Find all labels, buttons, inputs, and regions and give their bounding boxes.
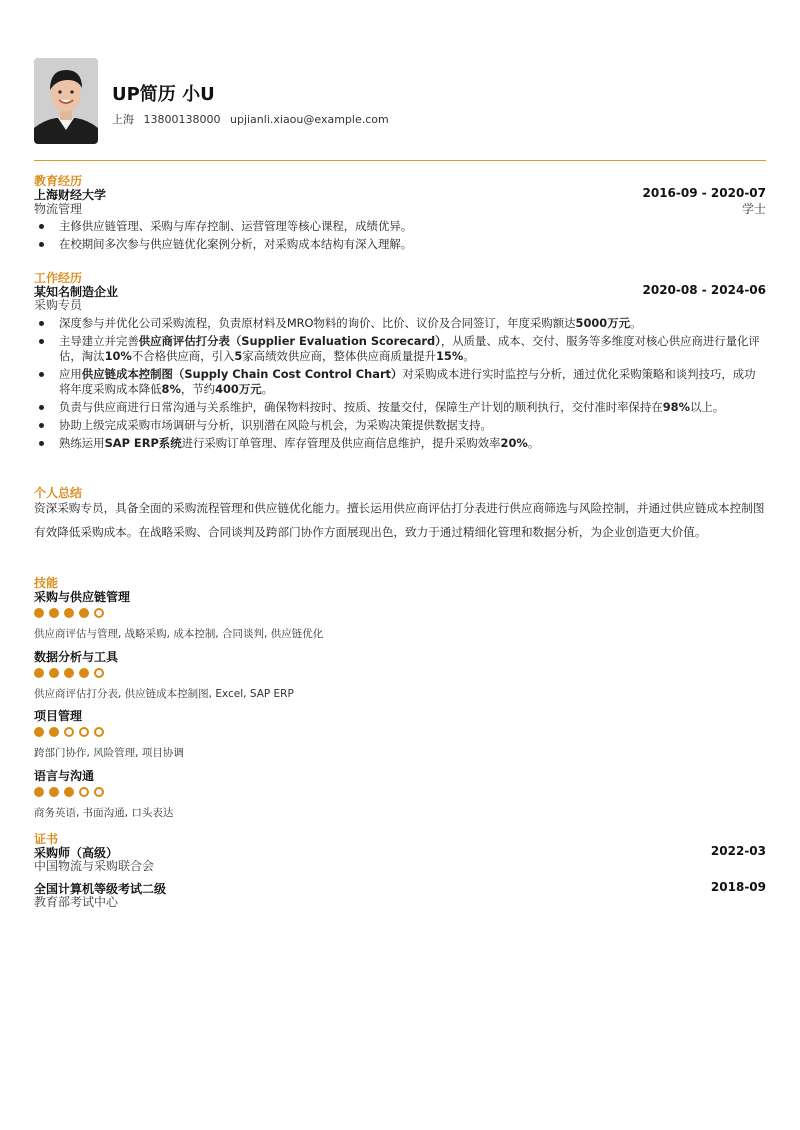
- text-segment: 不合格供应商，引入: [131, 349, 235, 363]
- avatar: [34, 58, 98, 144]
- text-segment: 深度参与并优化公司采购流程，负责原材料及MRO物料的询价、比价、议价及合同签订，年度采购额达: [59, 316, 576, 330]
- certificate-name: 采购师（高级）: [34, 846, 119, 860]
- skill-dot-filled: [49, 727, 59, 737]
- bold-text: 5000万元: [575, 316, 630, 330]
- work-section-title: 工作经历: [34, 271, 83, 285]
- candidate-name: UP简历 小U: [112, 84, 215, 105]
- skill-keywords: 供应商评估与管理, 战略采购, 成本控制, 合同谈判, 供应链优化: [34, 628, 324, 640]
- skill-dot-empty: [94, 727, 104, 737]
- text-segment: 。: [261, 382, 274, 396]
- work-role: 采购专员: [34, 298, 83, 312]
- certificates-section-title: 证书: [34, 832, 59, 846]
- skill-dot-filled: [34, 787, 44, 797]
- bold-text: 400万元: [215, 382, 262, 396]
- skill-dot-filled: [49, 608, 59, 618]
- text-segment: 应用: [59, 367, 82, 381]
- skill-keywords: 商务英语, 书面沟通, 口头表达: [34, 807, 174, 819]
- skill-dot-empty: [79, 787, 89, 797]
- skill-dot-filled: [49, 668, 59, 678]
- avatar-photo: [34, 58, 98, 144]
- skill-dot-filled: [64, 608, 74, 618]
- skill-keywords: 供应商评估打分表, 供应链成本控制图, Excel, SAP ERP: [34, 688, 294, 700]
- text-segment: 以上。: [689, 400, 725, 414]
- list-item: [34, 367, 766, 397]
- list-item: [34, 400, 766, 415]
- text-segment: 。: [463, 349, 475, 363]
- skill-dot-filled: [34, 727, 44, 737]
- text-segment: 对采购成本进行实时监控与分析，通过优化采购策略和谈判技巧，成功将年度采购成本降低: [59, 367, 756, 396]
- certificate-date: 2018-09: [710, 880, 766, 894]
- text-segment: 家高绩效供应商，整体供应商质量提升: [242, 349, 436, 363]
- certificate-issuer: 教育部考试中心: [34, 895, 119, 909]
- bold-text: 20%: [500, 436, 528, 450]
- certificate-name: 全国计算机等级考试二级: [34, 882, 167, 896]
- skill-dot-filled: [34, 668, 44, 678]
- contact-email: upjianli.xiaou@example.com: [229, 113, 389, 126]
- summary-text: 资深采购专员，具备全面的采购流程管理和供应链优化能力。擅长运用供应商评估打分表进行供应商筛选与风险控制，并通过供应链成本控制图有效降低采购成本。在战略采购、合同谈判及跨部门协作方面展现出色，致力于通过精细化管理和数据分析，为企业创造更大价值。: [34, 501, 765, 539]
- skill-level: [34, 787, 104, 797]
- skill-dot-empty: [94, 787, 104, 797]
- text-segment: 。: [527, 436, 540, 450]
- skill-name: 采购与供应链管理: [34, 590, 131, 604]
- skill-level: [34, 727, 104, 737]
- text-segment: ，节约: [180, 382, 216, 396]
- skill-dot-empty: [94, 668, 104, 678]
- skill-level: [34, 608, 104, 618]
- contact-line: [112, 111, 395, 127]
- skill-dot-filled: [79, 668, 89, 678]
- text-segment: 熟练运用: [59, 436, 105, 450]
- header-divider: [34, 160, 766, 161]
- work-dates: 2020-08 - 2024-06: [642, 283, 766, 297]
- bold-text: 供应商评估打分表（Supplier Evaluation Scorecard）: [138, 334, 441, 348]
- education-degree: 学士: [741, 202, 766, 216]
- skill-dot-filled: [64, 787, 74, 797]
- skill-dot-filled: [79, 608, 89, 618]
- bold-text: 98%: [662, 400, 690, 414]
- text-segment: 主导建立并完善: [59, 334, 139, 348]
- education-bullets: [34, 219, 766, 255]
- bold-text: 10%: [104, 349, 132, 363]
- work-bullets: [34, 316, 766, 454]
- bold-text: 15%: [435, 349, 464, 363]
- education-school: 上海财经大学: [34, 188, 107, 202]
- list-item: 主修供应链管理、采购与库存控制、运营管理等核心课程，成绩优异。: [34, 219, 766, 234]
- list-item: [34, 334, 766, 364]
- skill-level: [34, 668, 104, 678]
- skill-dot-empty: [79, 727, 89, 737]
- education-section-title: 教育经历: [34, 174, 83, 188]
- skill-dot-filled: [49, 787, 59, 797]
- skill-dot-empty: [94, 608, 104, 618]
- skills-section-title: 技能: [34, 576, 59, 590]
- skill-name: 项目管理: [34, 709, 83, 723]
- text-segment: 协助上级完成采购市场调研与分析，识别潜在风险与机会，为采购决策提供数据支持。: [59, 418, 492, 432]
- bold-text: 8%: [161, 382, 181, 396]
- contact-phone: 13800138000: [143, 113, 221, 126]
- certificate-date: 2022-03: [710, 844, 766, 858]
- certificate-issuer: 中国物流与采购联合会: [34, 859, 155, 873]
- list-item: [34, 418, 766, 433]
- list-item: [34, 316, 766, 331]
- skill-keywords: 跨部门协作, 风险管理, 项目协调: [34, 747, 184, 759]
- skill-dot-filled: [34, 608, 44, 618]
- education-dates: 2016-09 - 2020-07: [642, 186, 766, 200]
- list-item: [34, 436, 766, 451]
- text-segment: 进行采购订单管理、库存管理及供应商信息维护，提升采购效率: [181, 436, 501, 450]
- skill-dot-empty: [64, 727, 74, 737]
- text-segment: 。: [630, 316, 642, 330]
- education-major: 物流管理: [34, 202, 83, 216]
- bold-text: 供应链成本控制图（Supply Chain Cost Control Chart）: [81, 367, 403, 381]
- text-segment: 负责与供应商进行日常沟通与关系维护，确保物料按时、按质、按量交付，保障生产计划的顺利执行，交付准时率保持在: [59, 400, 663, 414]
- work-company: 某知名制造企业: [34, 285, 119, 299]
- skill-name: 数据分析与工具: [34, 650, 119, 664]
- bold-text: 5: [234, 349, 243, 363]
- list-item: 在校期间多次参与供应链优化案例分析，对采购成本结构有深入理解。: [34, 237, 766, 252]
- skill-name: 语言与沟通: [34, 769, 95, 783]
- contact-city: 上海: [112, 113, 134, 126]
- summary-section-title: 个人总结: [34, 486, 83, 500]
- text-segment: ，从质量、成本、交付、服务等多维度对核心供应商进行量化评估，淘汰: [59, 334, 760, 363]
- bold-text: SAP ERP系统: [104, 436, 182, 450]
- skill-dot-filled: [64, 668, 74, 678]
